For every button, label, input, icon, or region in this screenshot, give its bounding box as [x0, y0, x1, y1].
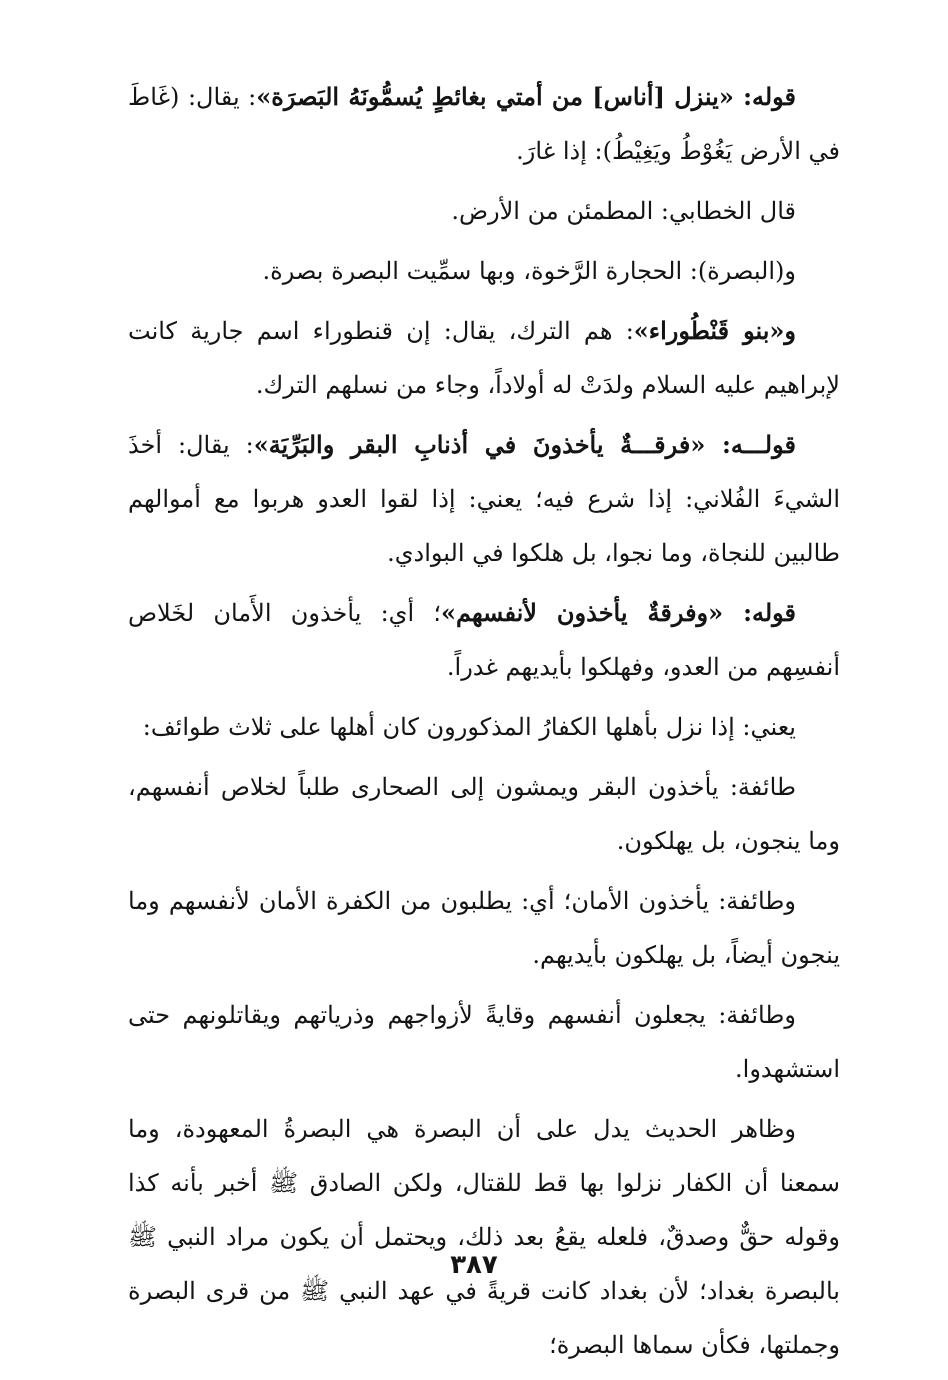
hadith-quote: و«بنو قَنْطُوراء» — [633, 316, 796, 345]
paragraph-9 — [128, 874, 840, 982]
hadith-quote: قوله: «ينزل [أناس] من أمتي بغائطٍ يُسمُّونَهُ البَصرَة» — [256, 82, 796, 111]
paragraph-1 — [128, 70, 840, 178]
paragraph-text: يعني: إذا نزل بأهلها الكفارُ المذكورون كان أهلها على ثلاث طوائف: — [142, 713, 796, 741]
paragraph-11 — [128, 1102, 840, 1372]
paragraph-text: وطائفة: يأخذون الأمان؛ أي: يطلبون من الكفرة الأمان لأنفسهم وما ينجون أيضاً، بل يهلكون بأيديهم. — [128, 887, 840, 969]
hadith-quote: قولـــه: «فرقـــةٌ يأخذونَ في أذنابِ البقر والبَرِّيَة» — [253, 430, 796, 459]
page-body — [128, 70, 840, 1378]
paragraph-text: و(البصرة): الحجارة الرَّخوة، وبها سمِّيت البصرة بصرة. — [262, 257, 796, 285]
paragraph-8 — [128, 760, 840, 868]
paragraph-text: : يقال: (غَاطَ في الأرض يَغُوْطُ ويَغِيْطُ): إذا غارَ. — [128, 83, 840, 165]
paragraph-7 — [128, 700, 840, 754]
paragraph-text: وظاهر الحديث يدل على أن البصرة هي البصرةُ المعهودة، وما سمعنا أن الكفار نزلوا بها قط للقتال، ولكن الصادق ﷺ أخبر بأنه كذا وقوله حقٌّ وصدقٌ، فلعله يقعُ بعد ذلك، ويحتمل أن يكون مراد النبي ﷺ بالبصرة بغداد؛ لأن بغداد كانت قريةً في عهد النبي ﷺ من قرى البصرة وجملتها، فكأن سماها البصرة؛ — [128, 1115, 840, 1359]
hadith-quote: قوله: «وفرقةٌ يأخذون لأنفسهم» — [441, 598, 796, 627]
paragraph-text: ؛ أي: يأخذون الأَمان لخَلاص أنفسِهم من العدو، وفهلكوا بأيديهم غدراً. — [128, 599, 840, 681]
paragraph-4 — [128, 304, 840, 412]
paragraph-text: وطائفة: يجعلون أنفسهم وقايةً لأزواجهم وذرياتهم ويقاتلونهم حتى استشهدوا. — [128, 1001, 840, 1083]
paragraph-text: : هم الترك، يقال: إن قنطوراء اسم جارية كانت لإبراهيم عليه السلام ولدَتْ له أولاداً، وجاء من نسلهم الترك. — [128, 317, 840, 399]
paragraph-text: : يقال: أخذَ الشيءَ الفُلاني: إذا شرع فيه؛ يعني: إذا لقوا العدو هربوا مع أموالهم طالبين للنجاة، وما نجوا، بل هلكوا في البوادي. — [128, 431, 840, 567]
paragraph-2 — [128, 184, 840, 238]
paragraph-5 — [128, 418, 840, 580]
paragraph-10 — [128, 988, 840, 1096]
page-number: ٣٨٧ — [450, 1250, 498, 1280]
paragraph-6 — [128, 586, 840, 694]
paragraph-text: قال الخطابي: المطمئن من الأرض. — [451, 197, 796, 225]
paragraph-3 — [128, 244, 840, 298]
paragraph-text: طائفة: يأخذون البقر ويمشون إلى الصحارى طلباً لخلاص أنفسهم، وما ينجون، بل يهلكون. — [128, 773, 840, 855]
